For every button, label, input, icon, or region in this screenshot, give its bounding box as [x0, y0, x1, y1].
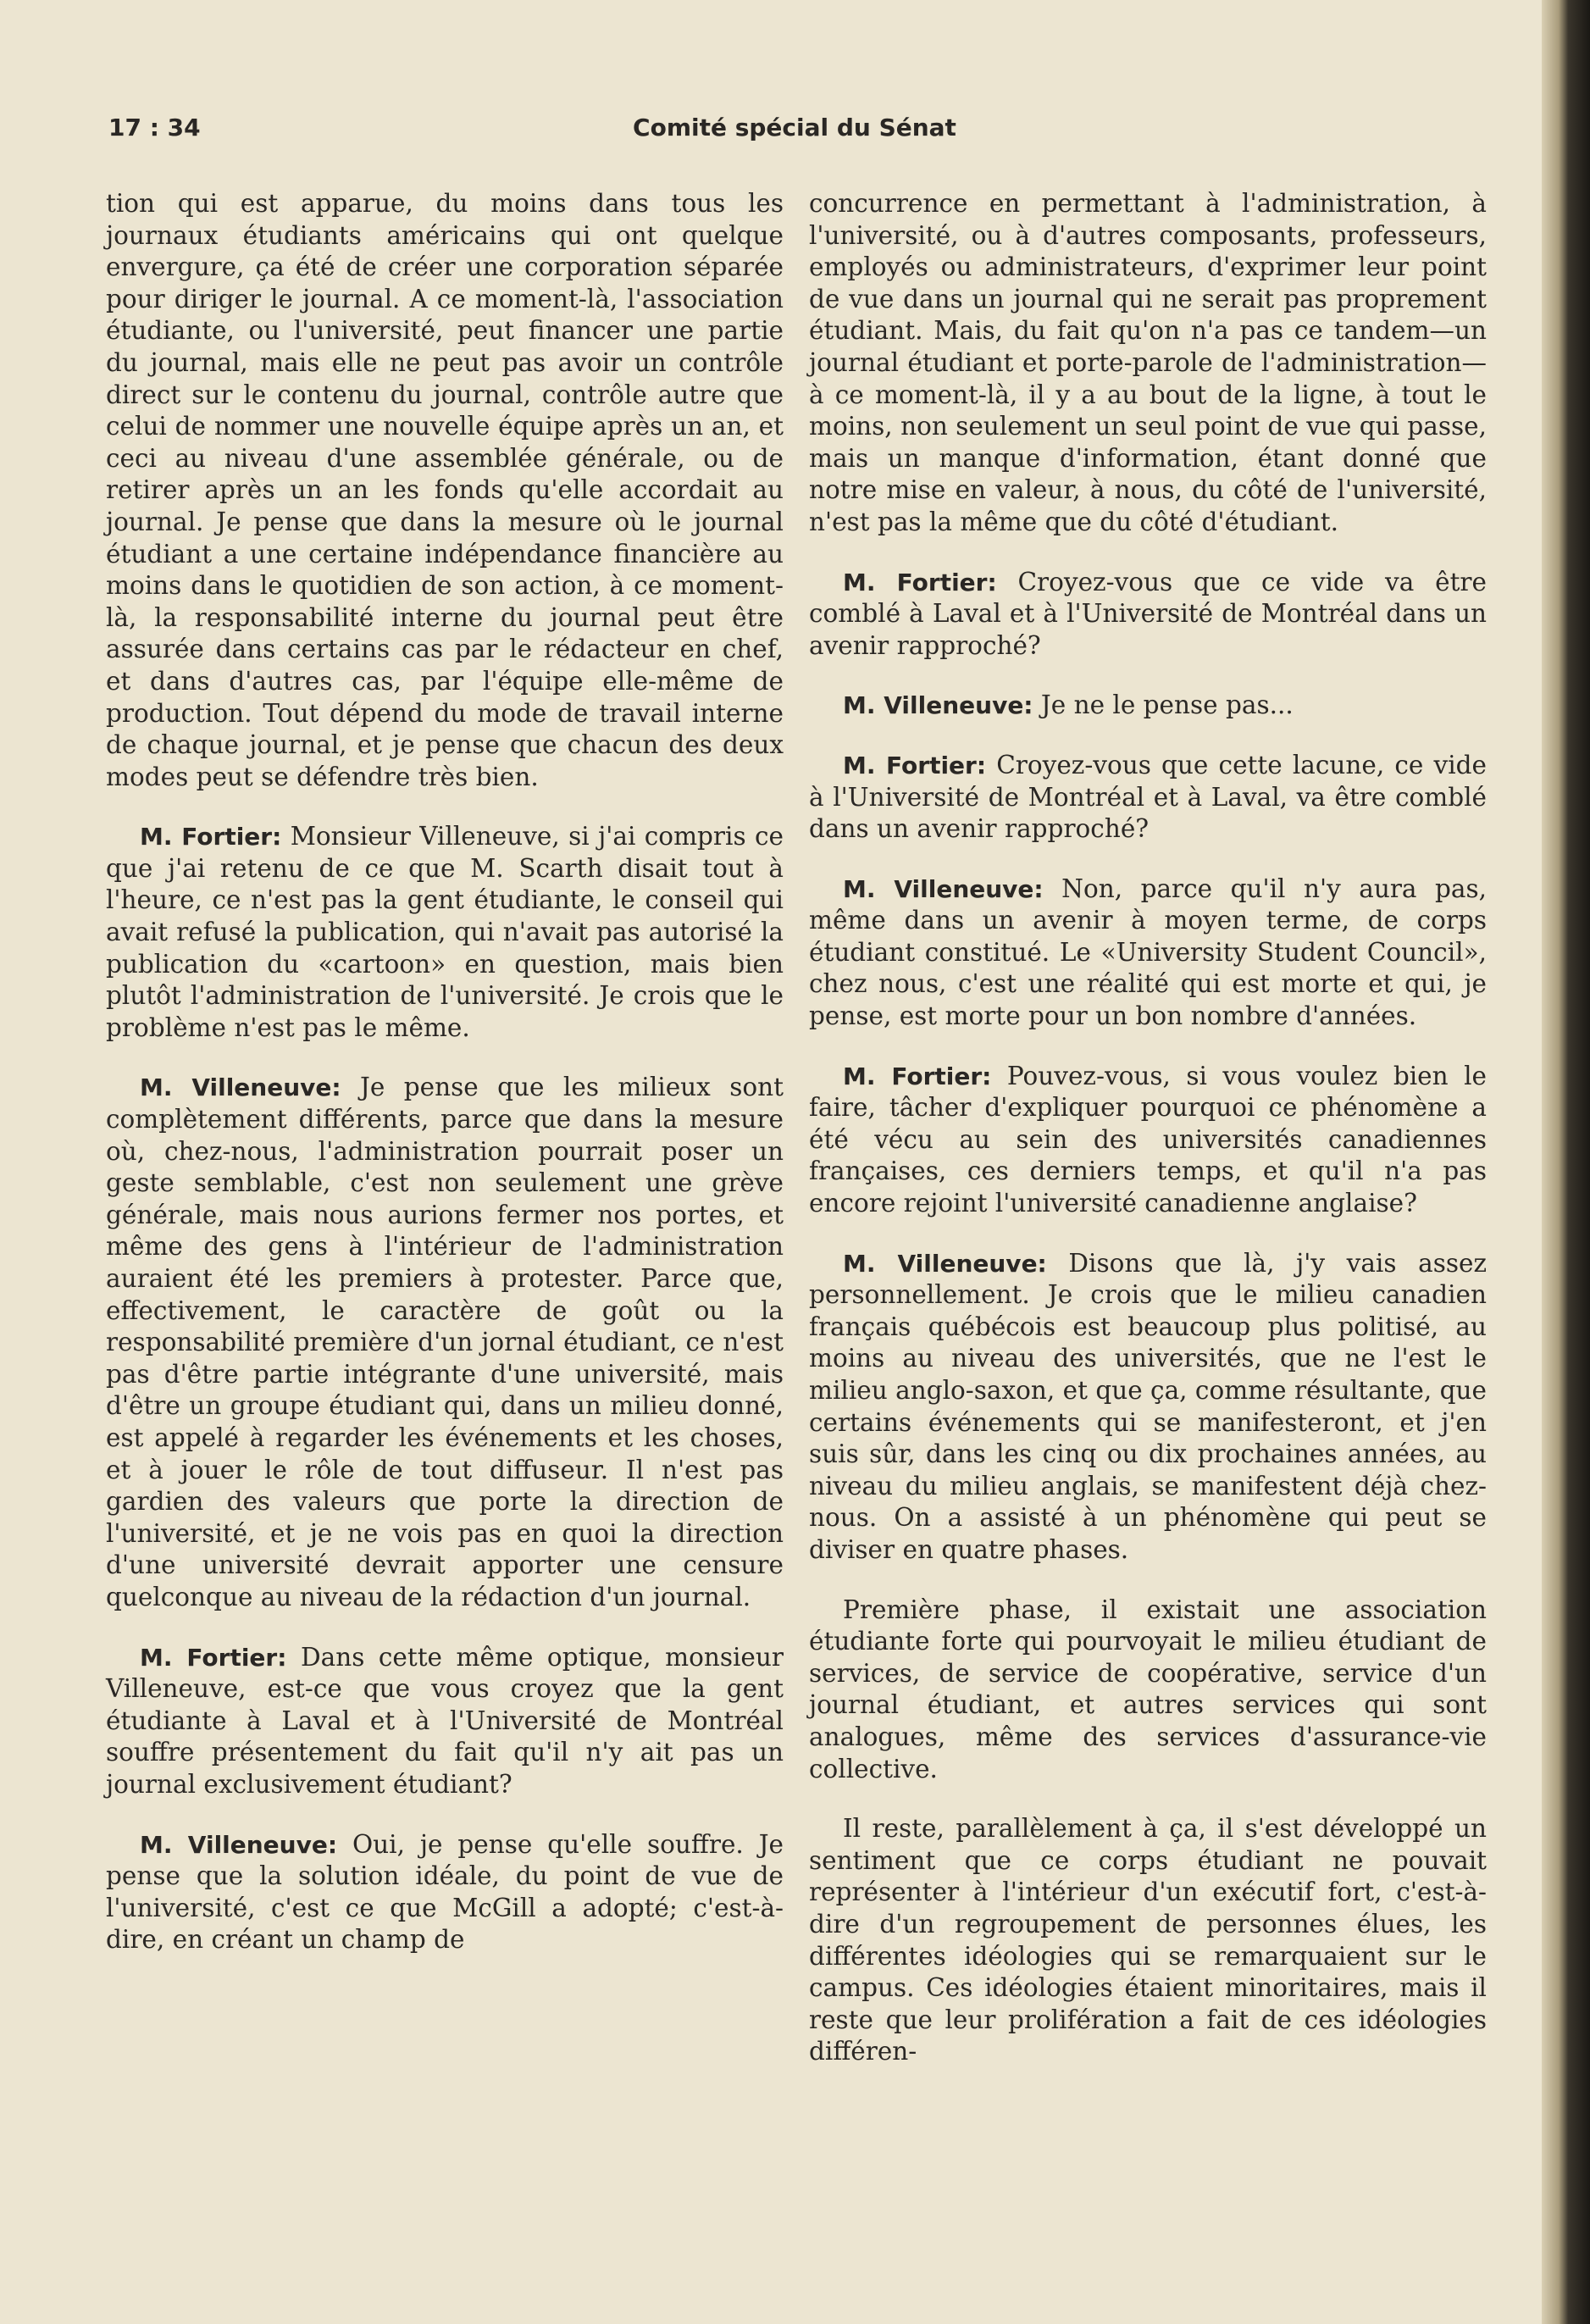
paragraph-text: Dans cette même optique, monsieur Villeneuve, est-ce que vous croyez que la gent étudiante à Laval et à l'Université de Montréal souffre présentement du fait qu'il n'y ait pas un journal exclusivement étudiant?	[106, 1642, 784, 1799]
paragraph-text: Je pense que les milieux sont complètement différents, parce que dans la mesure où, chez-nous, l'administration pourrait poser un geste semblable, c'est non seulement une grève générale, mais nous aurions fermer nos portes, et même des gens à l'intérieur de l'administration auraient été les premiers à protester. Parce que, effectivement, le caractère de goût ou la responsabilité première d'un jornal étudiant, ce n'est pas d'être partie intégrante d'une université, mais d'être un groupe étudiant qui, dans un milieu donné, est appelé à regarder les événements et les choses, et à jouer le rôle de tout diffuseur. Il n'est pas gardien des valeurs que porte la direction de l'université, et je ne vois pas en quoi la direction d'une université devrait apporter une censure quelconque au niveau de la rédaction d'un journal.	[106, 1073, 784, 1611]
speaker-name: M. Fortier:	[140, 823, 282, 851]
book-binding-shadow	[1542, 0, 1590, 2324]
speaker-name: M. Villeneuve:	[140, 1830, 338, 1859]
speaker-name: M. Villeneuve:	[843, 874, 1044, 903]
speaker-name: M. Fortier:	[140, 1643, 287, 1672]
paragraph	[809, 750, 1487, 846]
paragraph-text: Croyez-vous que cette lacune, ce vide à l'Université de Montréal et à Laval, va être comblé dans un avenir rapproché?	[809, 750, 1487, 844]
paragraph	[809, 1248, 1487, 1567]
speaker-name: M. Fortier:	[843, 1062, 992, 1090]
paragraph	[809, 874, 1487, 1033]
speaker-name: M. Villeneuve:	[843, 691, 1033, 720]
speaker-name: M. Fortier:	[843, 568, 997, 596]
paragraph-text: Il reste, parallèlement à ça, il s'est développé un sentiment que ce corps étudiant ne pouvait représenter à l'intérieur d'un exécutif fort, c'est-à-dire d'un regroupement de personnes élues, les différentes idéologies qui se remarquaient sur le campus. Ces idéologies étaient minoritaires, mais il reste que leur prolifération a fait de ces idéologies différen-	[809, 1814, 1487, 2066]
left-column	[106, 188, 784, 1984]
paragraph	[106, 821, 784, 1044]
paragraph	[809, 1595, 1487, 1786]
paragraph	[809, 1813, 1487, 2068]
paragraph-text: tion qui est apparue, du moins dans tous les journaux étudiants américains qui ont quelque envergure, ça été de créer une corporation séparée pour diriger le journal. A ce moment-là, l'association étudiante, ou l'université, peut financer une partie du journal, mais elle ne peut pas avoir un contrôle direct sur le contenu du journal, contrôle autre que celui de nommer une nouvelle équipe après un an, et ceci au niveau d'une assemblée générale, ou de retirer après un an les fonds qu'elle accordait au journal. Je pense que dans la mesure où le journal étudiant a une certaine indépendance financière au moins dans le quotidien de son action, à ce moment-là, la responsabilité interne du journal peut être assurée dans certains cas par le rédacteur en chef, et dans d'autres cas, par l'équipe elle-même de production. Tout dépend du mode de travail interne de chaque journal, et je pense que chacun des deux modes peut se défendre très bien.	[106, 189, 784, 791]
speaker-name: M. Villeneuve:	[140, 1073, 341, 1102]
right-column	[809, 188, 1487, 2096]
paragraph-text: Croyez-vous que ce vide va être comblé à Laval et à l'Université de Montréal dans un avenir rapproché?	[809, 567, 1487, 660]
paragraph	[106, 1642, 784, 1801]
paragraph	[106, 1072, 784, 1613]
paragraph	[809, 1061, 1487, 1220]
running-title: Comité spécial du Sénat	[633, 114, 956, 141]
paragraph-text: concurrence en permettant à l'administration, à l'université, ou à d'autres composants, professeurs, employés ou administrateurs, d'exprimer leur point de vue dans un journal qui ne serait pas proprement étudiant. Mais, du fait qu'on n'a pas ce tandem—un journal étudiant et porte-parole de l'administration— à ce moment-là, il y a au bout de la ligne, à tout le moins, non seulement un seul point de vue qui passe, mais un manque d'information, étant donné que notre mise en valeur, à nous, du côté de l'université, n'est pas la même que du côté d'étudiant.	[809, 189, 1487, 536]
paragraph-text: Première phase, il existait une association étudiante forte qui pourvoyait le milieu étudiant de services, de service de coopérative, service d'un journal étudiant, et autres services qui sont analogues, même des services d'assurance-vie collective.	[809, 1595, 1487, 1783]
paragraph-text: Oui, je pense qu'elle souffre. Je pense que la solution idéale, du point de vue de l'université, c'est ce que McGill a adopté; c'est-à-dire, en créant un champ de	[106, 1829, 784, 1955]
paragraph-text: Non, parce qu'il n'y aura pas, même dans un avenir à moyen terme, de corps étudiant constitué. Le «University Student Council», chez nous, c'est une réalité qui est morte et qui, je pense, est morte pour un bon nombre d'années.	[809, 874, 1487, 1031]
paragraph	[106, 188, 784, 793]
paragraph-text: Monsieur Villeneuve, si j'ai compris ce que j'ai retenu de ce que M. Scarth disait tout à l'heure, ce n'est pas la gent étudiante, le conseil qui avait refusé la publication, qui n'avait pas autorisé la publication du «cartoon» en question, mais bien plutôt l'administration de l'université. Je crois que le problème n'est pas le même.	[106, 822, 784, 1042]
paragraph-text: Je ne le pense pas...	[1040, 691, 1294, 720]
speaker-name: M. Fortier:	[843, 751, 987, 779]
page-number: 17 : 34	[108, 114, 201, 141]
paragraph	[809, 188, 1487, 539]
paragraph	[809, 567, 1487, 663]
paragraph	[809, 690, 1487, 722]
paragraph	[106, 1829, 784, 1956]
speaker-name: M. Villeneuve:	[843, 1249, 1047, 1278]
paragraph-text: Disons que là, j'y vais assez personnellement. Je crois que le milieu canadien français québécois est beaucoup plus politisé, au moins au niveau des universités, que ne l'est le milieu anglo-saxon, et que ça, comme résultante, que certains événements qui se manifesteront, et j'en suis sûr, dans les cinq ou dix prochaines années, au niveau du milieu anglais, se manifestent déjà chez-nous. On a assisté à un phénomène qui peut se diviser en quatre phases.	[809, 1248, 1487, 1564]
running-header	[108, 114, 1481, 151]
paragraph-text: Pouvez-vous, si vous voulez bien le faire, tâcher d'expliquer pourquoi ce phénomène a été vécu au sein des universités canadiennes françaises, ces derniers temps, et qu'il n'a pas encore rejoint l'université canadienne anglaise?	[809, 1061, 1488, 1218]
